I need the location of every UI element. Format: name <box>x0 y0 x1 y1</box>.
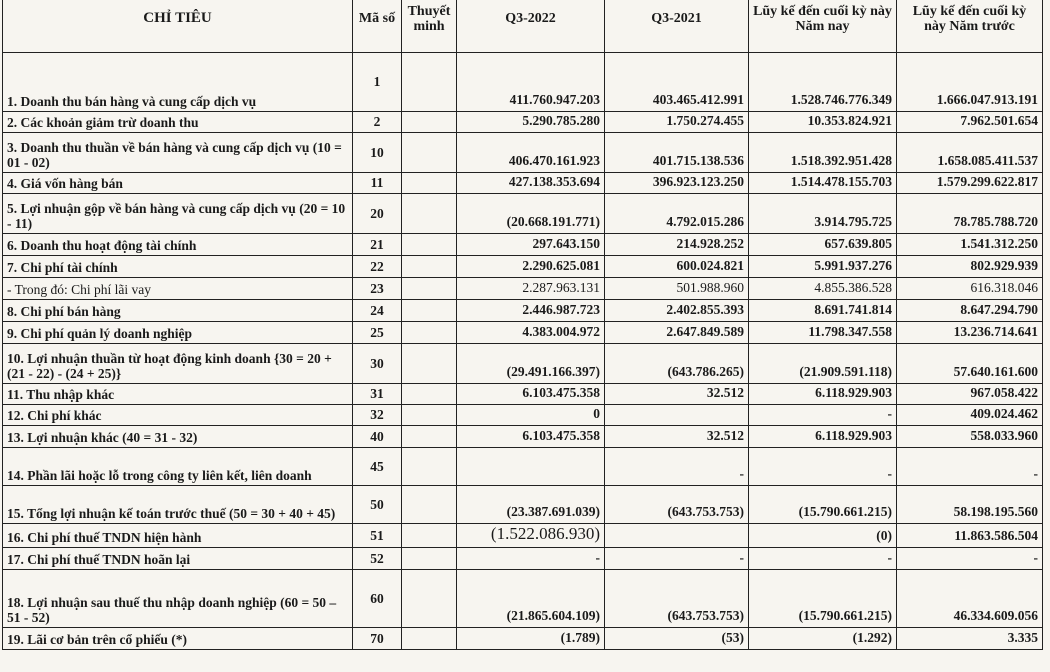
row-code: 1 <box>353 53 402 112</box>
table-row <box>3 278 1043 300</box>
row-item-name: 19. Lãi cơ bản trên cổ phiếu (*) <box>3 628 353 650</box>
row-note <box>402 133 457 173</box>
header-q3-2021: Q3-2021 <box>605 0 749 53</box>
row-code: 51 <box>353 524 402 548</box>
row-q3-2022: 2.290.625.081 <box>457 256 605 278</box>
row-note <box>402 524 457 548</box>
row-ytd-this-year: 8.691.741.814 <box>749 300 897 322</box>
row-code: 2 <box>353 112 402 133</box>
row-ytd-prev-year: 1.541.312.250 <box>897 234 1043 256</box>
table-row <box>3 426 1043 448</box>
header-q3-2022: Q3-2022 <box>457 0 605 53</box>
row-q3-2022: 406.470.161.923 <box>457 133 605 173</box>
row-note <box>402 234 457 256</box>
row-note <box>402 322 457 344</box>
row-q3-2022: 427.138.353.694 <box>457 173 605 194</box>
row-ytd-this-year: (15.790.661.215) <box>749 486 897 524</box>
table-row <box>3 486 1043 524</box>
row-item-name: 5. Lợi nhuận gộp về bán hàng và cung cấp dịch vụ (20 = 10 - 11) <box>3 194 353 234</box>
row-item-name: 1. Doanh thu bán hàng và cung cấp dịch vụ <box>3 53 353 112</box>
row-ytd-prev-year: - <box>897 548 1043 570</box>
row-note <box>402 426 457 448</box>
row-note <box>402 486 457 524</box>
row-ytd-prev-year: 78.785.788.720 <box>897 194 1043 234</box>
row-code: 31 <box>353 384 402 405</box>
table-row <box>3 570 1043 628</box>
row-note <box>402 548 457 570</box>
row-q3-2021: - <box>605 548 749 570</box>
row-note <box>402 112 457 133</box>
row-code: 20 <box>353 194 402 234</box>
row-ytd-prev-year: 3.335 <box>897 628 1043 650</box>
row-ytd-prev-year: 13.236.714.641 <box>897 322 1043 344</box>
row-item-name: 17. Chi phí thuế TNDN hoãn lại <box>3 548 353 570</box>
row-ytd-this-year: - <box>749 405 897 426</box>
row-ytd-prev-year: 1.658.085.411.537 <box>897 133 1043 173</box>
row-q3-2021: 600.024.821 <box>605 256 749 278</box>
row-q3-2021: 501.988.960 <box>605 278 749 300</box>
row-ytd-prev-year: 409.024.462 <box>897 405 1043 426</box>
row-code: 11 <box>353 173 402 194</box>
row-q3-2021: 32.512 <box>605 426 749 448</box>
table-body <box>3 53 1043 650</box>
table-row <box>3 448 1043 486</box>
row-ytd-this-year: 10.353.824.921 <box>749 112 897 133</box>
row-ytd-this-year: 6.118.929.903 <box>749 384 897 405</box>
row-q3-2022: (1.789) <box>457 628 605 650</box>
row-ytd-this-year: 1.514.478.155.703 <box>749 173 897 194</box>
row-ytd-this-year: (1.292) <box>749 628 897 650</box>
row-q3-2021: 4.792.015.286 <box>605 194 749 234</box>
header-code: Mã số <box>353 0 402 53</box>
row-ytd-this-year: (15.790.661.215) <box>749 570 897 628</box>
row-code: 60 <box>353 570 402 628</box>
row-code: 30 <box>353 344 402 384</box>
row-q3-2021: 32.512 <box>605 384 749 405</box>
table-row <box>3 384 1043 405</box>
row-ytd-this-year: 11.798.347.558 <box>749 322 897 344</box>
row-note <box>402 570 457 628</box>
row-note <box>402 405 457 426</box>
row-ytd-prev-year: 616.318.046 <box>897 278 1043 300</box>
row-item-name: 14. Phần lãi hoặc lỗ trong công ty liên kết, liên doanh <box>3 448 353 486</box>
row-q3-2021: 1.750.274.455 <box>605 112 749 133</box>
row-ytd-prev-year: 58.198.195.560 <box>897 486 1043 524</box>
row-item-name: 12. Chi phí khác <box>3 405 353 426</box>
row-item-name: 13. Lợi nhuận khác (40 = 31 - 32) <box>3 426 353 448</box>
row-note <box>402 278 457 300</box>
header-ytd-this-year: Lũy kế đến cuối kỳ này Năm nay <box>749 0 897 53</box>
row-note <box>402 628 457 650</box>
row-ytd-this-year: (21.909.591.118) <box>749 344 897 384</box>
row-q3-2021: 401.715.138.536 <box>605 133 749 173</box>
row-item-name: 2. Các khoản giảm trừ doanh thu <box>3 112 353 133</box>
row-item-name: 6. Doanh thu hoạt động tài chính <box>3 234 353 256</box>
table-row <box>3 256 1043 278</box>
row-code: 21 <box>353 234 402 256</box>
row-item-name: 4. Giá vốn hàng bán <box>3 173 353 194</box>
row-ytd-this-year: 4.855.386.528 <box>749 278 897 300</box>
row-code: 52 <box>353 548 402 570</box>
row-item-name: 3. Doanh thu thuần về bán hàng và cung cấp dịch vụ (10 = 01 - 02) <box>3 133 353 173</box>
table-header <box>3 0 1043 53</box>
row-item-name: 11. Thu nhập khác <box>3 384 353 405</box>
row-note <box>402 344 457 384</box>
row-code: 22 <box>353 256 402 278</box>
row-q3-2022: 0 <box>457 405 605 426</box>
row-ytd-prev-year: 7.962.501.654 <box>897 112 1043 133</box>
row-item-name: 10. Lợi nhuận thuần từ hoạt động kinh doanh {30 = 20 + (21 - 22) - (24 + 25)} <box>3 344 353 384</box>
row-note <box>402 300 457 322</box>
row-q3-2021: - <box>605 448 749 486</box>
table-row <box>3 53 1043 112</box>
row-code: 40 <box>353 426 402 448</box>
row-q3-2022: - <box>457 548 605 570</box>
table-row <box>3 300 1043 322</box>
row-item-name: 16. Chi phí thuế TNDN hiện hành <box>3 524 353 548</box>
table-row <box>3 194 1043 234</box>
row-q3-2021 <box>605 405 749 426</box>
row-q3-2022: 6.103.475.358 <box>457 426 605 448</box>
row-item-name: 18. Lợi nhuận sau thuế thu nhập doanh nghiệp (60 = 50 – 51 - 52) <box>3 570 353 628</box>
row-q3-2021: (643.786.265) <box>605 344 749 384</box>
row-q3-2021: 2.402.855.393 <box>605 300 749 322</box>
table-row <box>3 344 1043 384</box>
table-row <box>3 112 1043 133</box>
row-code: 25 <box>353 322 402 344</box>
row-code: 32 <box>353 405 402 426</box>
row-q3-2021 <box>605 524 749 548</box>
row-q3-2022 <box>457 448 605 486</box>
row-ytd-prev-year: 11.863.586.504 <box>897 524 1043 548</box>
row-ytd-prev-year: 8.647.294.790 <box>897 300 1043 322</box>
row-ytd-this-year: (0) <box>749 524 897 548</box>
row-note <box>402 384 457 405</box>
row-q3-2021: (53) <box>605 628 749 650</box>
row-item-name: 7. Chi phí tài chính <box>3 256 353 278</box>
row-q3-2021: 403.465.412.991 <box>605 53 749 112</box>
row-q3-2022: 5.290.785.280 <box>457 112 605 133</box>
row-ytd-prev-year: 1.579.299.622.817 <box>897 173 1043 194</box>
row-q3-2022: 4.383.004.972 <box>457 322 605 344</box>
row-q3-2022: 411.760.947.203 <box>457 53 605 112</box>
table-row <box>3 234 1043 256</box>
row-note <box>402 256 457 278</box>
row-q3-2022: (20.668.191.771) <box>457 194 605 234</box>
table-row <box>3 548 1043 570</box>
row-ytd-prev-year: 802.929.939 <box>897 256 1043 278</box>
header-item: CHỈ TIÊU <box>3 0 353 53</box>
table-row <box>3 628 1043 650</box>
row-q3-2022: (1.522.086.930) <box>457 524 605 548</box>
row-q3-2021: (643.753.753) <box>605 486 749 524</box>
row-ytd-prev-year: 967.058.422 <box>897 384 1043 405</box>
table-row <box>3 133 1043 173</box>
row-note <box>402 173 457 194</box>
table-row <box>3 524 1043 548</box>
row-ytd-this-year: - <box>749 548 897 570</box>
income-statement-table <box>2 0 1043 650</box>
table-row <box>3 405 1043 426</box>
row-code: 50 <box>353 486 402 524</box>
row-ytd-this-year: - <box>749 448 897 486</box>
row-item-name: 15. Tổng lợi nhuận kế toán trước thuế (50 = 30 + 40 + 45) <box>3 486 353 524</box>
row-ytd-this-year: 5.991.937.276 <box>749 256 897 278</box>
table-row <box>3 173 1043 194</box>
row-note <box>402 448 457 486</box>
row-q3-2021: 396.923.123.250 <box>605 173 749 194</box>
table-row <box>3 322 1043 344</box>
row-ytd-prev-year: 558.033.960 <box>897 426 1043 448</box>
row-ytd-this-year: 6.118.929.903 <box>749 426 897 448</box>
row-code: 70 <box>353 628 402 650</box>
header-ytd-prev-year: Lũy kế đến cuối kỳ này Năm trước <box>897 0 1043 53</box>
row-code: 23 <box>353 278 402 300</box>
row-item-name: 8. Chi phí bán hàng <box>3 300 353 322</box>
row-ytd-this-year: 657.639.805 <box>749 234 897 256</box>
row-note <box>402 194 457 234</box>
row-code: 45 <box>353 448 402 486</box>
row-ytd-this-year: 1.518.392.951.428 <box>749 133 897 173</box>
header-note: Thuyết minh <box>402 0 457 53</box>
row-ytd-prev-year: 1.666.047.913.191 <box>897 53 1043 112</box>
row-q3-2022: 2.446.987.723 <box>457 300 605 322</box>
row-ytd-prev-year: - <box>897 448 1043 486</box>
row-ytd-this-year: 1.528.746.776.349 <box>749 53 897 112</box>
row-q3-2022: 2.287.963.131 <box>457 278 605 300</box>
row-q3-2022: 297.643.150 <box>457 234 605 256</box>
row-item-name: - Trong đó: Chi phí lãi vay <box>3 278 353 300</box>
row-q3-2021: 214.928.252 <box>605 234 749 256</box>
row-ytd-prev-year: 57.640.161.600 <box>897 344 1043 384</box>
row-ytd-this-year: 3.914.795.725 <box>749 194 897 234</box>
row-q3-2022: (21.865.604.109) <box>457 570 605 628</box>
row-code: 24 <box>353 300 402 322</box>
row-q3-2021: (643.753.753) <box>605 570 749 628</box>
row-q3-2022: (29.491.166.397) <box>457 344 605 384</box>
row-q3-2021: 2.647.849.589 <box>605 322 749 344</box>
row-q3-2022: 6.103.475.358 <box>457 384 605 405</box>
row-q3-2022: (23.387.691.039) <box>457 486 605 524</box>
row-note <box>402 53 457 112</box>
row-code: 10 <box>353 133 402 173</box>
row-item-name: 9. Chi phí quản lý doanh nghiệp <box>3 322 353 344</box>
row-ytd-prev-year: 46.334.609.056 <box>897 570 1043 628</box>
